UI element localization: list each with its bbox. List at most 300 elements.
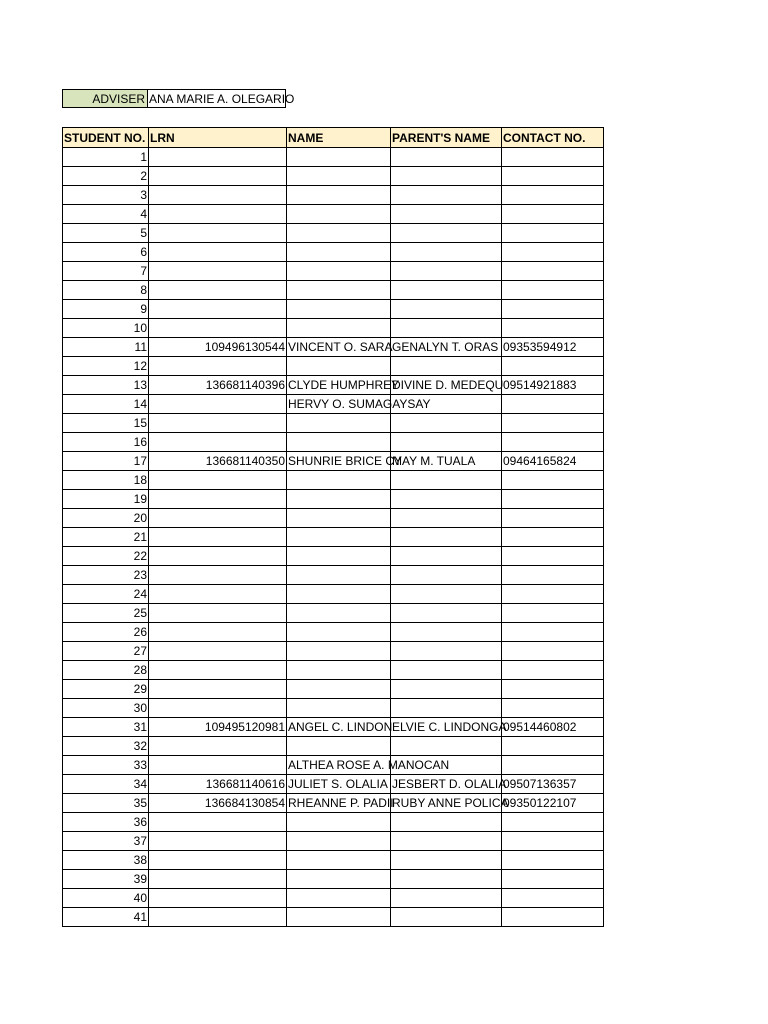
lrn-cell[interactable]	[149, 148, 287, 167]
name-cell[interactable]	[287, 281, 391, 300]
contact-no-cell[interactable]	[502, 661, 604, 680]
student-no-cell-text: 21	[133, 530, 147, 544]
student-no-cell-text: 22	[133, 549, 147, 563]
name-cell[interactable]	[287, 680, 391, 699]
contact-no-cell[interactable]	[502, 452, 604, 471]
student-no-cell-text: 24	[133, 587, 147, 601]
name-cell-text: CLYDE HUMPHREY	[288, 378, 400, 392]
name-cell[interactable]	[287, 528, 391, 547]
student-no-cell[interactable]	[63, 775, 149, 794]
table-row	[63, 528, 604, 547]
student-no-cell-text: 23	[133, 568, 147, 582]
parent-name-cell[interactable]	[391, 908, 502, 927]
lrn-cell[interactable]	[149, 205, 287, 224]
contact-no-cell[interactable]	[502, 889, 604, 908]
adviser-name[interactable]: ANA MARIE A. OLEGARIO	[148, 89, 286, 108]
contact-no-cell-text: 09514921883	[503, 378, 577, 392]
student-no-cell[interactable]	[63, 357, 149, 376]
table-row	[63, 167, 604, 186]
lrn-cell[interactable]	[149, 737, 287, 756]
name-cell[interactable]	[287, 376, 400, 395]
name-cell[interactable]	[287, 566, 391, 585]
name-cell[interactable]	[287, 243, 391, 262]
parent-name-cell[interactable]	[391, 623, 502, 642]
table-row	[63, 756, 604, 775]
parent-name-cell[interactable]	[391, 528, 502, 547]
student-no-cell-text: 5	[140, 226, 147, 240]
contact-no-cell[interactable]	[502, 642, 604, 661]
student-no-cell-text: 12	[133, 359, 147, 373]
student-no-cell-text: 25	[133, 606, 147, 620]
table-row	[63, 585, 604, 604]
lrn-cell[interactable]	[149, 794, 287, 813]
student-no-cell-text: 20	[133, 511, 147, 525]
name-cell[interactable]	[287, 338, 391, 357]
lrn-cell[interactable]	[149, 851, 287, 870]
table-row	[63, 281, 604, 300]
name-cell[interactable]	[287, 547, 391, 566]
name-cell[interactable]	[287, 908, 391, 927]
student-no-cell-text: 31	[133, 720, 147, 734]
parent-name-cell[interactable]	[391, 870, 502, 889]
header-parents-name[interactable]: PARENT'S NAME	[391, 128, 502, 148]
student-no-cell-text: 41	[133, 910, 147, 924]
table-row	[63, 794, 604, 813]
contact-no-cell[interactable]	[502, 243, 604, 262]
contact-no-cell[interactable]	[502, 148, 604, 167]
contact-no-cell[interactable]	[502, 167, 604, 186]
table-row	[63, 471, 604, 490]
student-table	[62, 127, 604, 927]
parent-name-cell-text: RUBY ANNE POLICA	[392, 796, 509, 810]
name-cell-text: RHEANNE P. PADII	[288, 796, 394, 810]
parent-name-cell[interactable]	[391, 566, 502, 585]
lrn-cell[interactable]	[149, 452, 287, 471]
table-row	[63, 148, 604, 167]
lrn-cell[interactable]	[149, 262, 287, 281]
student-no-cell-text: 17	[133, 454, 147, 468]
name-cell[interactable]	[287, 794, 394, 813]
student-no-cell[interactable]	[63, 699, 149, 718]
header-name[interactable]: NAME	[287, 128, 391, 148]
table-row	[63, 205, 604, 224]
student-no-cell[interactable]	[63, 566, 149, 585]
parent-name-cell[interactable]	[391, 851, 502, 870]
contact-no-cell[interactable]	[502, 205, 604, 224]
contact-no-cell[interactable]	[502, 623, 604, 642]
parent-name-cell[interactable]	[391, 243, 502, 262]
lrn-cell[interactable]	[149, 813, 287, 832]
contact-no-cell[interactable]	[502, 319, 604, 338]
student-no-cell-text: 15	[133, 416, 147, 430]
lrn-cell[interactable]	[149, 319, 287, 338]
student-no-cell[interactable]	[63, 604, 149, 623]
parent-name-cell[interactable]	[391, 699, 502, 718]
table-row	[63, 262, 604, 281]
lrn-cell[interactable]	[149, 585, 287, 604]
name-cell[interactable]	[287, 775, 391, 794]
student-no-cell[interactable]	[63, 889, 149, 908]
contact-no-cell[interactable]	[502, 224, 604, 243]
parent-name-cell[interactable]	[391, 889, 502, 908]
table-row	[63, 319, 604, 338]
contact-no-cell[interactable]	[502, 566, 604, 585]
lrn-cell[interactable]	[149, 642, 287, 661]
name-cell[interactable]	[287, 623, 391, 642]
student-no-cell[interactable]	[63, 452, 149, 471]
parent-name-cell[interactable]	[391, 680, 502, 699]
parent-name-cell[interactable]	[391, 509, 502, 528]
lrn-cell[interactable]	[149, 756, 287, 775]
name-cell-text: ANGEL C. LINDON	[288, 720, 393, 734]
contact-no-cell[interactable]	[502, 604, 604, 623]
contact-no-cell[interactable]	[502, 908, 604, 927]
student-no-cell-text: 14	[133, 397, 147, 411]
lrn-cell[interactable]	[149, 490, 287, 509]
parent-name-cell-text: JESBERT D. OLALIA	[392, 777, 507, 791]
student-no-cell[interactable]	[63, 490, 149, 509]
name-cell[interactable]	[287, 471, 391, 490]
contact-no-cell[interactable]	[502, 471, 604, 490]
contact-no-cell[interactable]	[502, 680, 604, 699]
student-no-cell[interactable]	[63, 870, 149, 889]
lrn-cell[interactable]	[149, 414, 287, 433]
lrn-cell[interactable]	[149, 775, 287, 794]
parent-name-cell[interactable]	[391, 262, 502, 281]
student-no-cell[interactable]	[63, 395, 149, 414]
student-no-cell[interactable]	[63, 661, 149, 680]
contact-no-cell[interactable]	[502, 794, 604, 813]
student-no-cell[interactable]	[63, 148, 149, 167]
student-no-cell[interactable]	[63, 167, 149, 186]
lrn-cell[interactable]	[149, 243, 287, 262]
student-no-cell[interactable]	[63, 433, 149, 452]
parent-name-cell-text: GENALYN T. ORAS	[392, 340, 499, 354]
parent-name-cell[interactable]	[391, 224, 502, 243]
contact-no-cell[interactable]	[502, 376, 604, 395]
lrn-cell-text: 136684130854	[204, 796, 285, 810]
parent-name-cell[interactable]	[391, 452, 502, 471]
parent-name-cell[interactable]	[391, 357, 502, 376]
student-no-cell-text: 39	[133, 872, 147, 886]
name-cell[interactable]	[287, 205, 391, 224]
parent-name-cell[interactable]	[391, 376, 502, 395]
student-no-cell-text: 3	[140, 188, 147, 202]
student-no-cell-text: 34	[133, 777, 147, 791]
parent-name-cell[interactable]	[391, 319, 502, 338]
lrn-cell[interactable]	[149, 528, 287, 547]
parent-name-cell-text: ELVIE C. LINDONGA	[392, 720, 507, 734]
parent-name-cell[interactable]	[391, 471, 502, 490]
contact-no-cell[interactable]	[502, 509, 604, 528]
lrn-cell[interactable]	[149, 338, 287, 357]
contact-no-cell-text: 09350122107	[503, 796, 577, 810]
name-cell-text: JULIET S. OLALIA	[288, 777, 388, 791]
student-no-cell[interactable]	[63, 737, 149, 756]
parent-name-cell[interactable]	[391, 642, 502, 661]
student-no-cell[interactable]	[63, 718, 149, 737]
student-no-cell-text: 29	[133, 682, 147, 696]
name-cell[interactable]	[287, 186, 391, 205]
student-no-cell[interactable]	[63, 623, 149, 642]
parent-name-cell[interactable]	[391, 148, 502, 167]
name-cell[interactable]	[287, 642, 391, 661]
name-cell[interactable]	[287, 414, 391, 433]
parent-name-cell[interactable]	[391, 338, 502, 357]
student-no-cell[interactable]	[63, 281, 149, 300]
table-row	[63, 338, 604, 357]
table-row	[63, 490, 604, 509]
parent-name-cell[interactable]	[391, 186, 502, 205]
lrn-cell[interactable]	[149, 186, 287, 205]
table-row	[63, 699, 604, 718]
student-no-cell[interactable]	[63, 851, 149, 870]
contact-no-cell[interactable]	[502, 300, 604, 319]
name-cell[interactable]	[287, 832, 391, 851]
table-row	[63, 870, 604, 889]
student-no-cell-text: 18	[133, 473, 147, 487]
lrn-cell[interactable]	[149, 908, 287, 927]
student-no-cell[interactable]	[63, 471, 149, 490]
student-no-cell-text: 36	[133, 815, 147, 829]
lrn-cell[interactable]	[149, 547, 287, 566]
name-cell[interactable]	[287, 357, 391, 376]
table-row	[63, 414, 604, 433]
student-no-cell-text: 1	[140, 150, 147, 164]
table-row	[63, 509, 604, 528]
contact-no-cell[interactable]	[502, 718, 604, 737]
student-no-cell-text: 11	[134, 340, 147, 354]
student-no-cell-text: 30	[133, 701, 147, 715]
student-no-cell[interactable]	[63, 642, 149, 661]
parent-name-cell[interactable]	[391, 167, 502, 186]
contact-no-cell[interactable]	[502, 490, 604, 509]
name-cell[interactable]	[287, 604, 391, 623]
name-cell[interactable]	[287, 148, 391, 167]
student-no-cell[interactable]	[63, 756, 149, 775]
table-row	[63, 680, 604, 699]
student-no-cell[interactable]	[63, 186, 149, 205]
name-cell[interactable]	[287, 433, 391, 452]
contact-no-cell[interactable]	[502, 528, 604, 547]
lrn-cell[interactable]	[149, 224, 287, 243]
student-no-cell[interactable]	[63, 547, 149, 566]
student-no-cell[interactable]	[63, 832, 149, 851]
name-cell[interactable]	[287, 661, 391, 680]
table-row	[63, 376, 604, 395]
parent-name-cell[interactable]	[391, 547, 502, 566]
parent-name-cell[interactable]	[391, 300, 502, 319]
parent-name-cell[interactable]	[391, 775, 507, 794]
lrn-cell[interactable]	[149, 433, 287, 452]
lrn-cell[interactable]	[149, 509, 287, 528]
name-cell[interactable]	[287, 737, 391, 756]
lrn-cell-text: 109496130544	[204, 340, 285, 354]
contact-no-cell[interactable]	[502, 357, 604, 376]
name-cell-text: HERVY O. SUMAGAYSAY	[288, 397, 431, 411]
contact-no-cell[interactable]	[502, 547, 604, 566]
student-no-cell[interactable]	[63, 509, 149, 528]
student-no-cell[interactable]	[63, 528, 149, 547]
table-row	[63, 547, 604, 566]
lrn-cell[interactable]	[149, 281, 287, 300]
header-lrn[interactable]: LRN	[149, 128, 287, 148]
name-cell[interactable]	[287, 813, 391, 832]
parent-name-cell[interactable]	[391, 794, 509, 813]
contact-no-cell[interactable]	[502, 775, 604, 794]
lrn-cell[interactable]	[149, 870, 287, 889]
contact-no-cell[interactable]	[502, 737, 604, 756]
student-no-cell-text: 28	[133, 663, 147, 677]
table-row	[63, 718, 604, 737]
parent-name-cell[interactable]	[391, 718, 507, 737]
lrn-cell[interactable]	[149, 699, 287, 718]
lrn-cell[interactable]	[149, 680, 287, 699]
parent-name-cell[interactable]	[391, 813, 502, 832]
student-no-cell[interactable]	[63, 205, 149, 224]
contact-no-cell[interactable]	[502, 186, 604, 205]
table-row	[63, 813, 604, 832]
parent-name-cell-text: DIVINE D. MEDEQU	[392, 378, 504, 392]
student-no-cell-text: 9	[140, 302, 147, 316]
contact-no-cell[interactable]	[502, 870, 604, 889]
table-row	[63, 357, 604, 376]
student-no-cell-text: 13	[133, 378, 147, 392]
parent-name-cell[interactable]	[391, 585, 502, 604]
name-cell[interactable]	[287, 870, 391, 889]
name-cell[interactable]	[287, 300, 391, 319]
student-no-cell-text: 27	[133, 644, 147, 658]
student-no-cell-text: 4	[140, 207, 147, 221]
contact-no-cell[interactable]	[502, 281, 604, 300]
lrn-cell[interactable]	[149, 167, 287, 186]
lrn-cell[interactable]	[149, 566, 287, 585]
name-cell[interactable]	[287, 224, 391, 243]
student-no-cell[interactable]	[63, 908, 149, 927]
name-cell[interactable]	[287, 490, 391, 509]
student-no-cell-text: 10	[133, 321, 147, 335]
student-no-cell-text: 40	[133, 891, 147, 905]
table-row	[63, 737, 604, 756]
contact-no-cell[interactable]	[502, 832, 604, 851]
student-no-cell-text: 35	[133, 796, 147, 810]
lrn-cell[interactable]	[149, 604, 287, 623]
student-no-cell[interactable]	[63, 794, 149, 813]
name-cell[interactable]	[287, 718, 391, 737]
student-no-cell[interactable]	[63, 680, 149, 699]
contact-no-cell[interactable]	[502, 338, 604, 357]
table-row	[63, 775, 604, 794]
student-no-cell[interactable]	[63, 243, 149, 262]
lrn-cell[interactable]	[149, 300, 287, 319]
name-cell-text: ALTHEA ROSE A. MANOCAN	[288, 758, 450, 772]
header-student-no[interactable]: STUDENT NO.	[63, 128, 149, 148]
student-no-cell-text: 7	[140, 264, 147, 278]
parent-name-cell[interactable]	[391, 661, 502, 680]
lrn-cell[interactable]	[149, 376, 287, 395]
student-no-cell[interactable]	[63, 414, 149, 433]
table-row	[63, 908, 604, 927]
contact-no-cell[interactable]	[502, 262, 604, 281]
parent-name-cell[interactable]	[391, 604, 502, 623]
lrn-cell-text: 136681140396	[205, 378, 285, 392]
table-row	[63, 224, 604, 243]
name-cell[interactable]	[287, 699, 391, 718]
lrn-cell-text: 136681140350	[205, 454, 285, 468]
name-cell[interactable]	[287, 167, 391, 186]
student-no-cell[interactable]	[63, 376, 149, 395]
student-no-cell-text: 16	[133, 435, 147, 449]
parent-name-cell[interactable]	[391, 832, 502, 851]
name-cell[interactable]	[287, 851, 391, 870]
table-row	[63, 604, 604, 623]
lrn-cell[interactable]	[149, 357, 287, 376]
student-no-cell[interactable]	[63, 319, 149, 338]
contact-no-cell[interactable]	[502, 433, 604, 452]
header-row	[63, 128, 604, 148]
name-cell[interactable]	[287, 262, 391, 281]
contact-no-cell[interactable]	[502, 395, 604, 414]
student-no-cell-text: 6	[140, 245, 147, 259]
lrn-cell[interactable]	[149, 471, 287, 490]
table-row	[63, 566, 604, 585]
header-contact-no[interactable]: CONTACT NO.	[502, 128, 604, 148]
name-cell[interactable]	[287, 509, 391, 528]
lrn-cell[interactable]	[149, 832, 287, 851]
lrn-cell-text: 136681140616	[205, 777, 285, 791]
name-cell[interactable]	[287, 395, 431, 414]
contact-no-cell[interactable]	[502, 699, 604, 718]
table-row	[63, 832, 604, 851]
student-no-cell-text: 19	[133, 492, 147, 506]
contact-no-cell[interactable]	[502, 585, 604, 604]
table-row	[63, 851, 604, 870]
lrn-cell[interactable]	[149, 661, 287, 680]
parent-name-cell[interactable]	[391, 490, 502, 509]
contact-no-cell[interactable]	[502, 756, 604, 775]
name-cell[interactable]	[287, 585, 391, 604]
student-no-cell[interactable]	[63, 224, 149, 243]
student-no-cell[interactable]	[63, 813, 149, 832]
student-no-cell[interactable]	[63, 300, 149, 319]
contact-no-cell[interactable]	[502, 414, 604, 433]
lrn-cell[interactable]	[149, 718, 287, 737]
parent-name-cell[interactable]	[391, 433, 502, 452]
student-no-cell-text: 32	[133, 739, 147, 753]
contact-no-cell-text: 09464165824	[503, 454, 577, 468]
student-no-cell[interactable]	[63, 585, 149, 604]
contact-no-cell[interactable]	[502, 851, 604, 870]
parent-name-cell[interactable]	[391, 737, 502, 756]
parent-name-cell[interactable]	[391, 205, 502, 224]
name-cell[interactable]	[287, 452, 403, 471]
name-cell[interactable]	[287, 889, 391, 908]
student-no-cell-text: 8	[140, 283, 147, 297]
name-cell[interactable]	[287, 319, 391, 338]
name-cell[interactable]	[287, 756, 450, 775]
student-no-cell[interactable]	[63, 338, 149, 357]
table-row	[63, 433, 604, 452]
lrn-cell[interactable]	[149, 623, 287, 642]
student-no-cell[interactable]	[63, 262, 149, 281]
lrn-cell[interactable]	[149, 395, 287, 414]
contact-no-cell-text: 09507136357	[503, 777, 577, 791]
name-cell-text: SHUNRIE BRICE CY	[288, 454, 403, 468]
parent-name-cell[interactable]	[391, 414, 502, 433]
lrn-cell[interactable]	[149, 889, 287, 908]
contact-no-cell[interactable]	[502, 813, 604, 832]
parent-name-cell[interactable]	[391, 281, 502, 300]
